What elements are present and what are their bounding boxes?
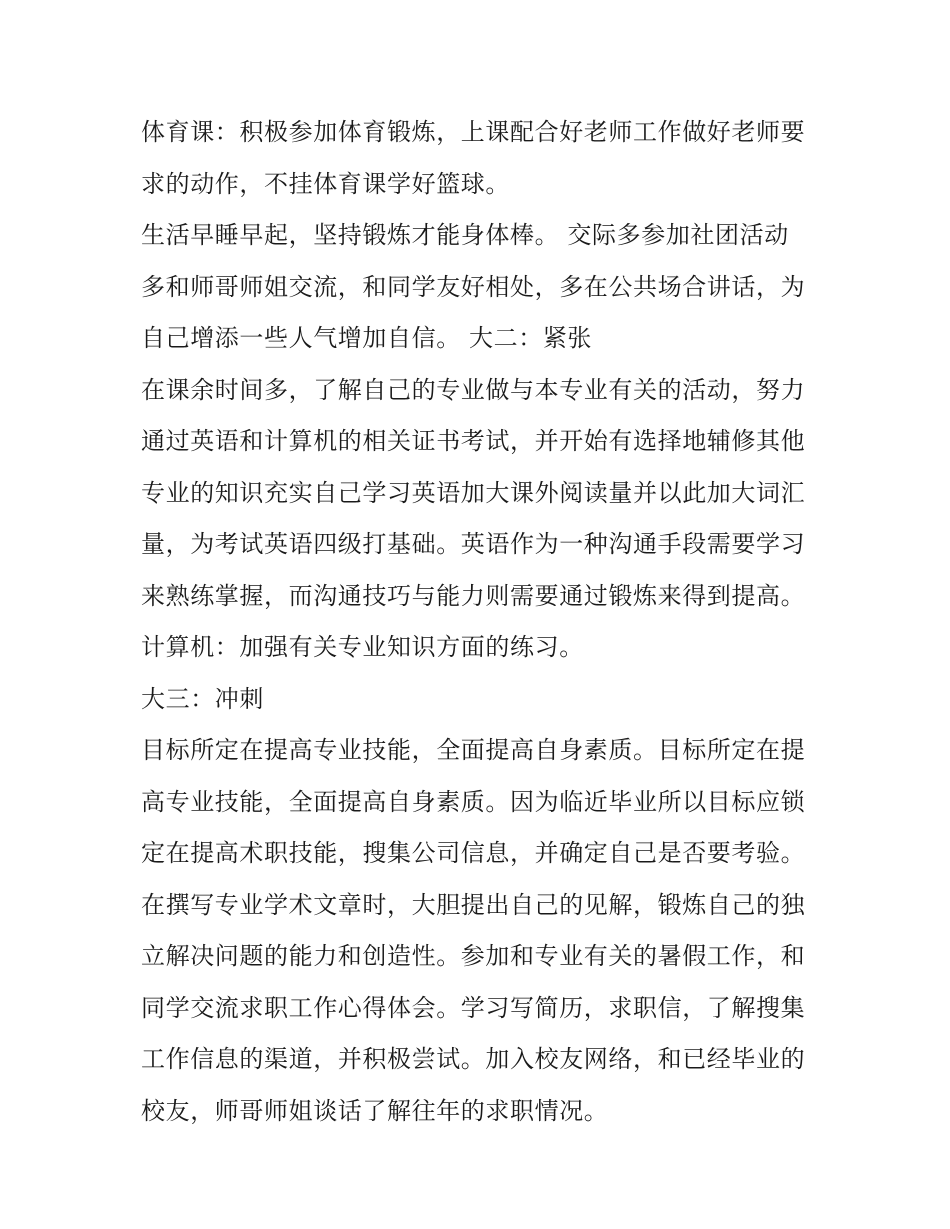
text-line: 大三：冲刺 (141, 684, 264, 713)
text-line: 定在提高术职技能，搜集公司信息，并确定自己是否要考验。 (141, 839, 806, 867)
text-line: 在撰写专业学术文章时，大胆提出自己的见解，锻炼自己的独 (141, 890, 806, 919)
text-line: 工作信息的渠道，并积极尝试。加入校友网络，和已经毕业的 (141, 1045, 806, 1073)
text-line: 求的动作，不挂体育课学好篮球。 (141, 169, 510, 198)
text-line: 量，为考试英语四级打基础。英语作为一种沟通手段需要学习 (141, 530, 806, 558)
text-line: 目标所定在提高专业技能，全面提高自身素质。目标所定在提 (141, 736, 806, 764)
text-line: 专业的知识充实自己学习英语加大课外阅读量并以此加大词汇 (141, 478, 806, 507)
text-line: 计算机：加强有关专业知识方面的练习。 (141, 633, 584, 661)
text-line: 立解决问题的能力和创造性。参加和专业有关的暑假工作，和 (141, 942, 806, 970)
text-line: 校友，师哥师姐谈话了解往年的求职情况。 (141, 1096, 609, 1125)
text-line: 多和师哥师姐交流，和同学友好相处，多在公共场合讲话，为 (141, 272, 806, 301)
text-line: 生活早睡早起，坚持锻炼才能身体棒。 交际多参加社团活动 (141, 221, 789, 249)
text-line: 在课余时间多，了解自己的专业做与本专业有关的活动，努力 (141, 375, 806, 404)
text-line: 同学交流求职工作心得体会。学习写简历，求职信，了解搜集 (141, 993, 806, 1022)
text-line: 来熟练掌握，而沟通技巧与能力则需要通过锻炼来得到提高。 (141, 581, 806, 610)
text-line: 高专业技能，全面提高自身素质。因为临近毕业所以目标应锁 (141, 787, 806, 816)
document-body (141, 107, 821, 1137)
text-line: 自己增添一些人气增加自信。 大二：紧张 (141, 324, 593, 352)
text-line: 体育课：积极参加体育锻炼，上课配合好老师工作做好老师要 (141, 118, 806, 146)
text-line: 通过英语和计算机的相关证书考试，并开始有选择地辅修其他 (141, 427, 806, 455)
